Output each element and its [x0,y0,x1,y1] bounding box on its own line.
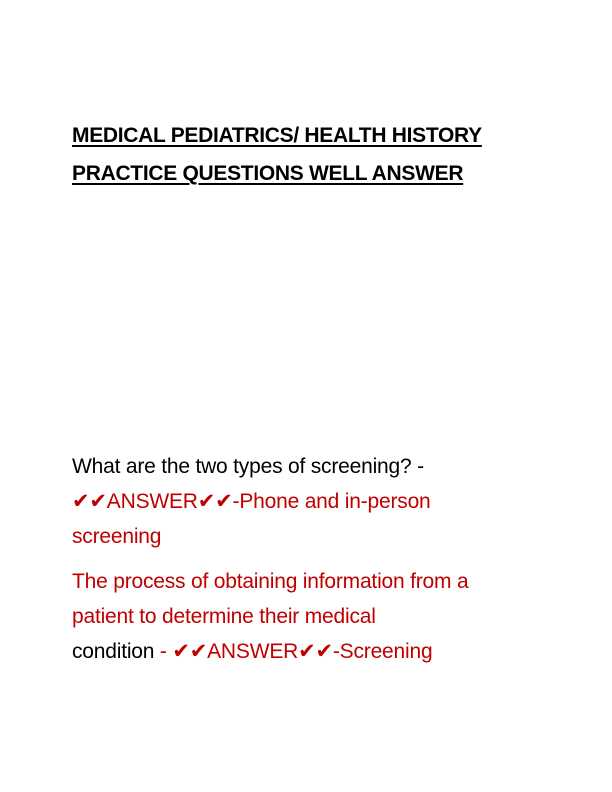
question-2-line-3: condition [72,640,155,663]
qa-item-1 [72,449,552,554]
question-1-text: What are the two types of screening? - [72,455,424,478]
answer-1-line-1: ✔✔ANSWER✔✔-Phone and in-person [72,490,431,513]
title-line-2: PRACTICE QUESTIONS WELL ANSWER [72,162,464,185]
qa-item-2 [72,564,552,669]
answer-2-text: - ✔✔ANSWER✔✔-Screening [154,640,433,663]
document-title [72,117,552,193]
answer-1-line-2: screening [72,525,162,548]
question-2-line-2: patient to determine their medical [72,605,376,628]
question-2-line-1: The process of obtaining information from a [72,570,469,593]
title-line-1: MEDICAL PEDIATRICS/ HEALTH HISTORY [72,124,482,147]
question-2-line-3-wrap [72,634,552,669]
